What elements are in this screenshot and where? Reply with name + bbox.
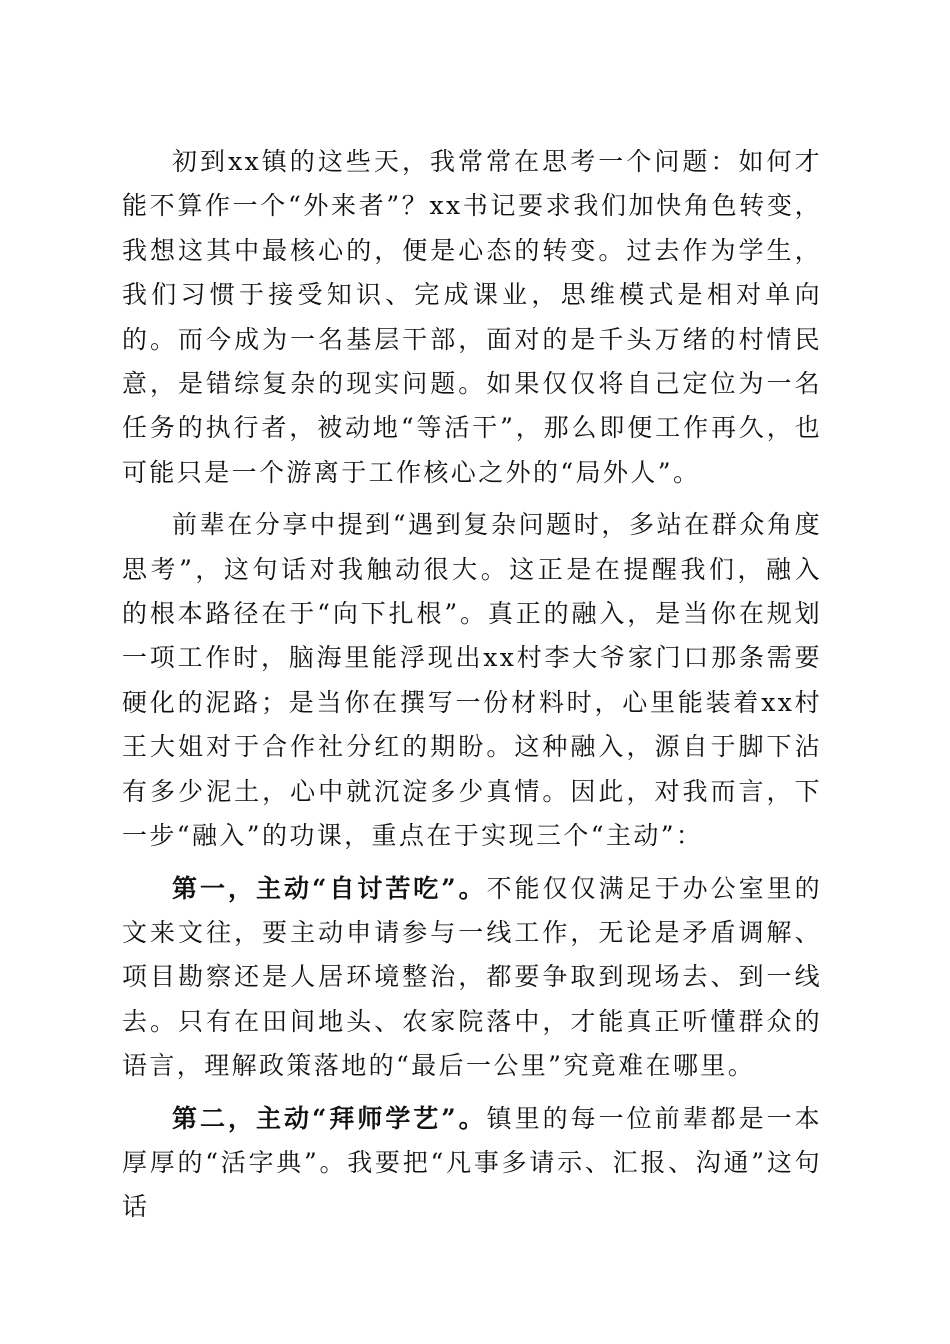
document-body	[122, 140, 822, 1238]
paragraph-4-text: 镇里的每一位前辈都是一本厚厚的“活字典”。我要把“凡事多请示、汇报、沟通”这句话	[122, 1103, 822, 1222]
paragraph-2-text: 前辈在分享中提到“遇到复杂问题时，多站在群众角度思考”，这句话对我触动很大。这正是在提醒我们，融入的根本路径在于“向下扎根”。真正的融入，是当你在规划一项工作时，脑海里能浮现出xx村李大爷家门口那条需要硬化的泥路；是当你在撰写一份材料时，心里能装着xx村王大姐对于合作社分红的期盼。这种融入，源自于脚下沾有多少泥土，心中就沉淀多少真情。因此，对我而言，下一步“融入”的功课，重点在于实现三个“主动”：	[122, 510, 822, 851]
paragraph-2	[122, 503, 822, 858]
paragraph-3-lead: 第一，主动“自讨苦吃”。	[172, 873, 487, 903]
paragraph-4-lead: 第二，主动“拜师学艺”。	[172, 1103, 487, 1133]
paragraph-1	[122, 140, 822, 495]
paragraph-3	[122, 867, 822, 1089]
paragraph-1-text: 初到xx镇的这些天，我常常在思考一个问题：如何才能不算作一个“外来者”？xx书记要求我们加快角色转变，我想这其中最核心的，便是心态的转变。过去作为学生，我们习惯于接受知识、完成课业，思维模式是相对单向的。而今成为一名基层干部，面对的是千头万绪的村情民意，是错综复杂的现实问题。如果仅仅将自己定位为一名任务的执行者，被动地“等活干”，那么即便工作再久，也可能只是一个游离于工作核心之外的“局外人”。	[122, 147, 822, 487]
paragraph-3-text: 不能仅仅满足于办公室里的文来文往，要主动申请参与一线工作，无论是矛盾调解、项目勘察还是人居环境整治，都要争取到现场去、到一线去。只有在田间地头、农家院落中，才能真正听懂群众的语言，理解政策落地的“最后一公里”究竟难在哪里。	[122, 873, 822, 1081]
paragraph-4	[122, 1097, 822, 1230]
